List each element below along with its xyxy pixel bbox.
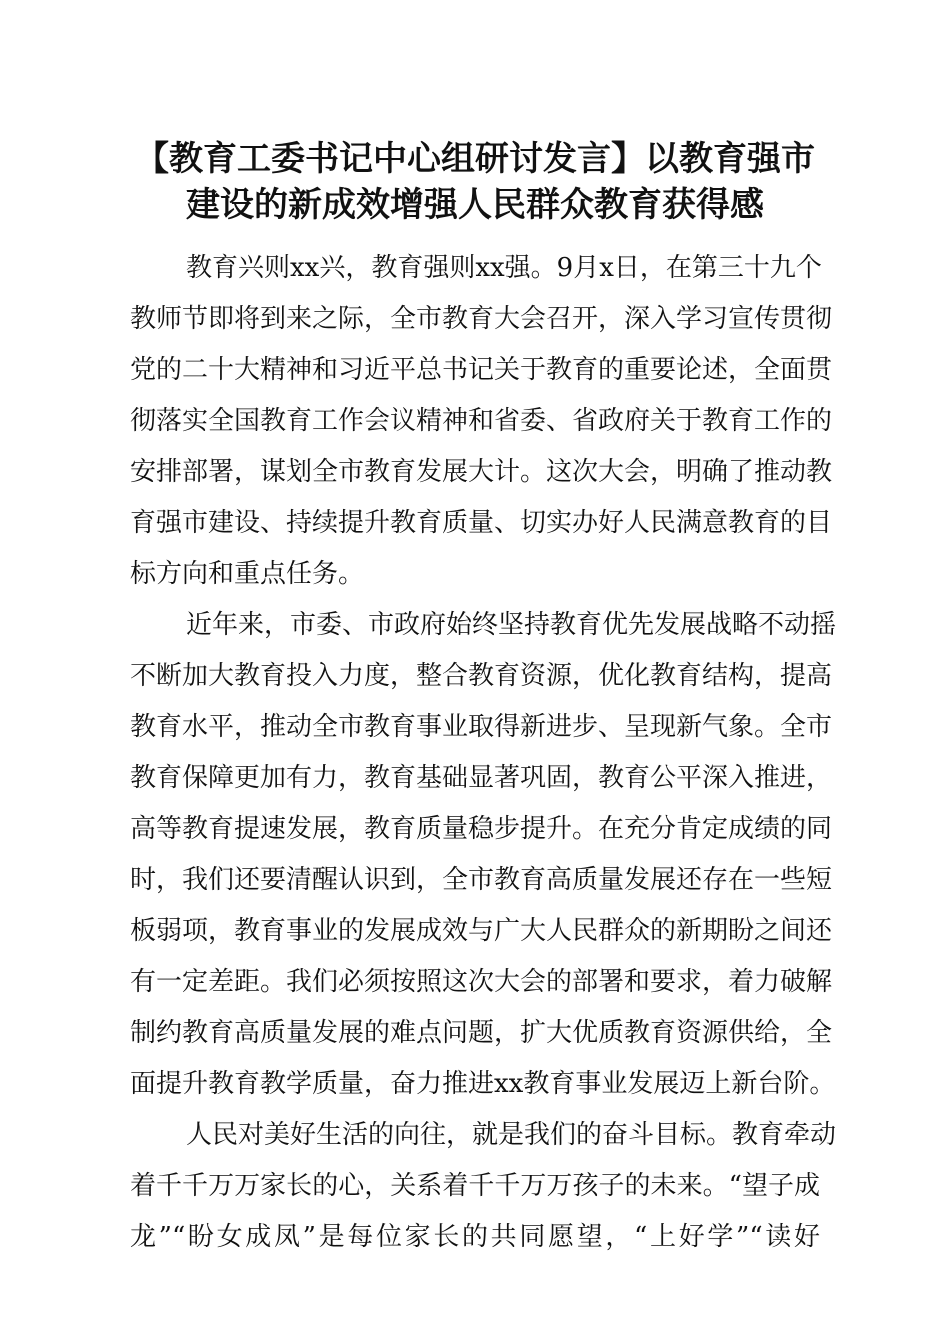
- paragraph-line: 教育保障更加有力，教育基础显著巩固，教育公平深入推进，: [130, 763, 833, 793]
- paragraph: [130, 600, 837, 1110]
- paragraph-line: 面提升教育教学质量，奋力推进xx教育事业发展迈上新台阶。: [130, 1069, 836, 1099]
- paragraph: [130, 243, 833, 600]
- paragraph-line: 安排部署，谋划全市教育发展大计。这次大会，明确了推动教: [130, 457, 833, 487]
- paragraph-line: 不断加大教育投入力度，整合教育资源，优化教育结构，提高: [130, 661, 833, 691]
- paragraph-line: 着千千万万家长的心，关系着千千万万孩子的未来。“望子成: [130, 1171, 820, 1201]
- paragraph-line: 彻落实全国教育工作会议精神和省委、省政府关于教育工作的: [130, 406, 833, 436]
- paragraph-line: 党的二十大精神和习近平总书记关于教育的重要论述，全面贯: [130, 355, 833, 385]
- title-line-2: 建设的新成效增强人民群众教育获得感: [186, 185, 764, 225]
- document-title: [125, 136, 825, 228]
- paragraph-line: 教育兴则xx兴，教育强则xx强。9月x日，在第三十九个: [186, 253, 822, 283]
- paragraph-line: 制约教育高质量发展的难点问题，扩大优质教育资源供给，全: [130, 1018, 833, 1048]
- paragraph-line: 高等教育提速发展，教育质量稳步提升。在充分肯定成绩的同: [130, 814, 833, 844]
- paragraph-line: 育强市建设、持续提升教育质量、切实办好人民满意教育的目: [130, 508, 833, 538]
- paragraph-line: 近年来，市委、市政府始终坚持教育优先发展战略不动摇: [186, 610, 837, 640]
- paragraph-line: 有一定差距。我们必须按照这次大会的部署和要求，着力破解: [130, 967, 833, 997]
- paragraph-line: 时，我们还要清醒认识到，全市教育高质量发展还存在一些短: [130, 865, 833, 895]
- title-line-1: 【教育工委书记中心组研讨发言】以教育强市: [135, 139, 815, 179]
- paragraph: [130, 1110, 837, 1263]
- paragraph-line: 教育水平，推动全市教育事业取得新进步、呈现新气象。全市: [130, 712, 833, 742]
- paragraph-line: 人民对美好生活的向往，就是我们的奋斗目标。教育牵动: [186, 1120, 837, 1150]
- paragraph-line: 板弱项，教育事业的发展成效与广大人民群众的新期盼之间还: [130, 916, 833, 946]
- paragraph-line: 龙”“盼女成凤”是每位家长的共同愿望，“上好学”“读好: [130, 1222, 820, 1252]
- document-body: [130, 243, 837, 1263]
- paragraph-line: 标方向和重点任务。: [130, 559, 365, 589]
- paragraph-line: 教师节即将到来之际，全市教育大会召开，深入学习宣传贯彻: [130, 304, 833, 334]
